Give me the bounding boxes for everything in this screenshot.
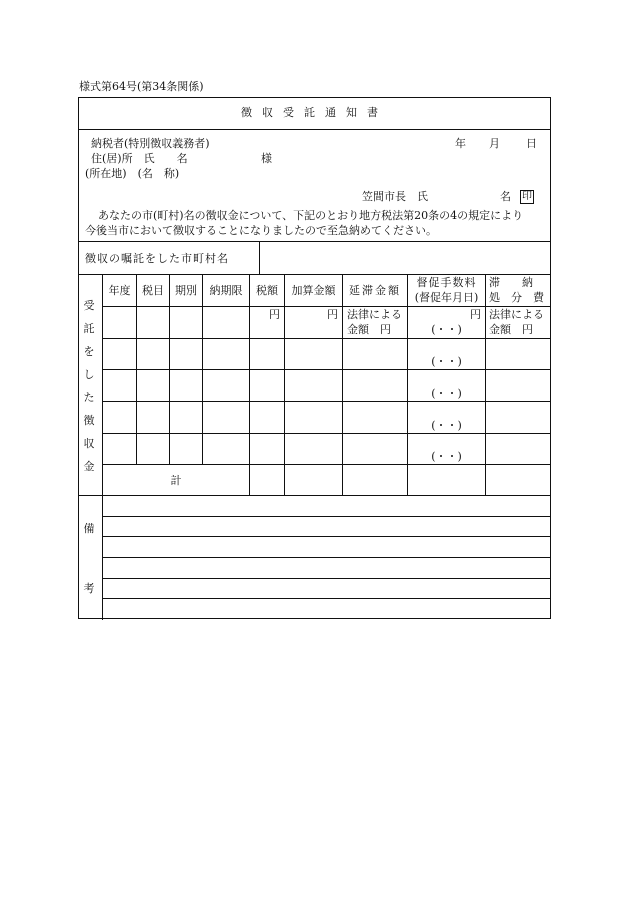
dunning-date-dots-5: (・・) bbox=[431, 450, 462, 463]
side-label-char-6: 徴 bbox=[83, 414, 95, 427]
side-label-char-3: を bbox=[83, 345, 95, 358]
col-line-6 bbox=[342, 274, 343, 495]
date-day-label: 日 bbox=[526, 137, 537, 150]
table-row-line-1 bbox=[102, 338, 550, 339]
mayor-label: 笠間市長 氏 bbox=[362, 190, 428, 203]
side-column-line bbox=[102, 274, 103, 620]
side-label-char-5: た bbox=[83, 391, 95, 404]
col-header-late-fee: 延滞金額 bbox=[349, 284, 401, 297]
side-label-char-7: 収 bbox=[83, 437, 95, 450]
side-label-char-8: 金 bbox=[83, 460, 95, 473]
header-divider bbox=[79, 241, 550, 242]
dunning-fee-unit: 円 bbox=[470, 308, 481, 321]
table-row-line-5 bbox=[102, 464, 550, 465]
remarks-line-5 bbox=[102, 598, 550, 599]
address-name-label: 住(居)所 氏 名 bbox=[91, 152, 188, 165]
col-header-deadline: 納期限 bbox=[209, 284, 243, 297]
dunning-date-dots-3: (・・) bbox=[431, 387, 462, 400]
col-header-dunning-date: (督促年月日) bbox=[414, 291, 479, 304]
entrusting-municipality-label: 徴収の嘱託をした市町村名 bbox=[85, 252, 229, 265]
col-header-additional-tax: 加算金額 bbox=[291, 284, 336, 297]
municipality-divider bbox=[259, 241, 260, 274]
additional-tax-unit: 円 bbox=[327, 308, 338, 321]
late-fee-by-law: 法律による bbox=[347, 308, 402, 321]
table-bottom-line bbox=[79, 495, 550, 496]
col-header-dunning-fee: 督促手数料 bbox=[416, 276, 477, 289]
dunning-date-dots-4: (・・) bbox=[431, 419, 462, 432]
total-label: 計 bbox=[170, 474, 182, 487]
seal-label: 印 bbox=[522, 191, 532, 202]
col-header-tax-amount: 税額 bbox=[256, 284, 278, 297]
honorific-label: 様 bbox=[261, 152, 272, 165]
remarks-line-2 bbox=[102, 536, 550, 537]
remarks-line-1 bbox=[102, 516, 550, 517]
col-header-delinquency-1: 滞 納 bbox=[489, 276, 533, 289]
notice-text-2: 今後当市において徴収することになりましたので至急納めてください。 bbox=[85, 224, 437, 237]
col-header-period: 期別 bbox=[175, 284, 197, 297]
delinquency-amount-unit: 金額 円 bbox=[489, 323, 533, 336]
municipality-bottom-line bbox=[79, 274, 550, 275]
mayor-name-label: 名 bbox=[500, 190, 511, 203]
tax-amount-unit: 円 bbox=[269, 308, 280, 321]
notice-text-1: あなたの市(町村)名の徴収金について、下記のとおり地方税法第20条の4の規定により bbox=[98, 209, 524, 222]
entrustment-notice-form bbox=[78, 97, 551, 619]
delinquency-by-law: 法律による bbox=[489, 308, 544, 321]
col-header-year: 年度 bbox=[108, 284, 131, 297]
table-header-line bbox=[102, 306, 550, 307]
document-title: 徴収受託通知書 bbox=[241, 106, 388, 119]
taxpayer-label: 納税者(特別徴収義務者) bbox=[91, 137, 210, 150]
table-row-line-4 bbox=[102, 433, 550, 434]
date-month-label: 月 bbox=[489, 137, 500, 150]
remarks-line-4 bbox=[102, 578, 550, 579]
table-row-line-2 bbox=[102, 369, 550, 370]
remarks-char-1: 備 bbox=[83, 522, 95, 535]
remarks-char-2: 考 bbox=[83, 582, 95, 595]
side-label-char-1: 受 bbox=[83, 299, 95, 312]
col-header-delinquency-2: 処 分 費 bbox=[489, 291, 544, 304]
late-fee-amount-unit: 金額 円 bbox=[347, 323, 391, 336]
side-label-char-4: し bbox=[83, 368, 95, 381]
location-label: (所在地) (名 称) bbox=[85, 167, 180, 180]
table-row-line-3 bbox=[102, 401, 550, 402]
col-line-8 bbox=[485, 274, 486, 495]
remarks-line-3 bbox=[102, 557, 550, 558]
title-divider bbox=[79, 129, 550, 130]
form-number-label: 様式第64号(第34条関係) bbox=[79, 80, 204, 93]
seal-mark bbox=[520, 189, 534, 204]
col-header-tax-item: 税目 bbox=[142, 284, 164, 297]
dunning-date-dots-2: (・・) bbox=[431, 355, 462, 368]
side-label-char-2: 託 bbox=[83, 322, 95, 335]
date-year-label: 年 bbox=[455, 137, 466, 150]
dunning-date-dots-1: (・・) bbox=[431, 323, 462, 336]
